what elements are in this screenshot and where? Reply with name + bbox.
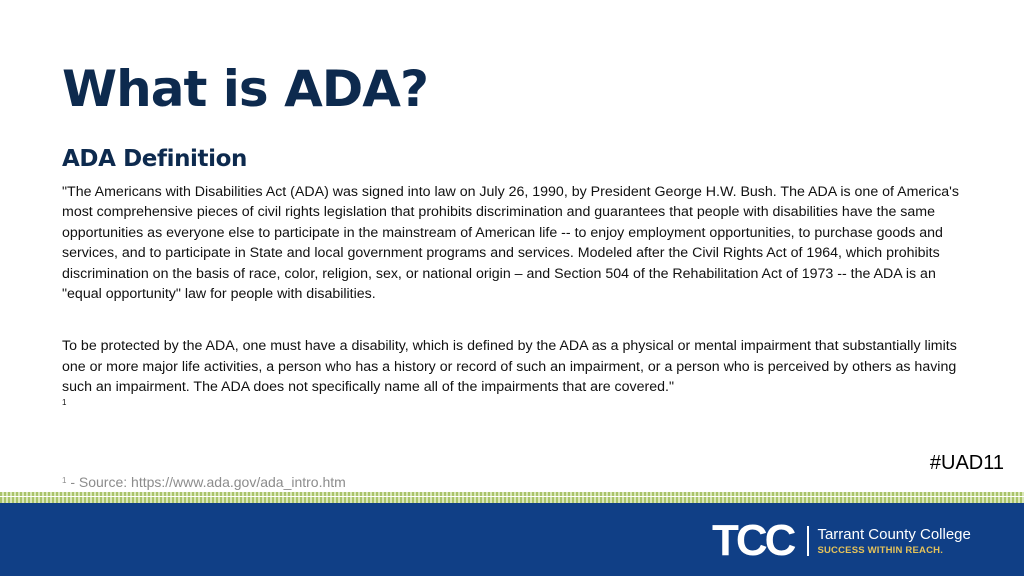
slide-subtitle: ADA Definition xyxy=(62,146,247,172)
college-tagline: SUCCESS WITHIN REACH. xyxy=(817,544,944,556)
source-text: - Source: https://www.ada.gov/ada_intro.htm xyxy=(66,474,346,490)
footnote-marker: 1 xyxy=(62,397,67,407)
slide-title: What is ADA? xyxy=(62,60,429,118)
logo-divider xyxy=(807,526,809,556)
definition-text xyxy=(62,182,967,408)
source-marker: 1 xyxy=(62,476,67,485)
logo-text xyxy=(817,526,970,557)
source-citation xyxy=(62,471,346,492)
hashtag: #UAD11 xyxy=(929,452,1004,474)
paragraph-definition: "The Americans with Disabilities Act (ADA) was signed into law on July 26, 1990, by President George H.W. Bush. The ADA is one of America's most comprehensive pieces of civil rights legislation that prohibits discrimination and guarantees that people with disabilities have the same opportunities as everyone else to participate in the mainstream of American life -- to enjoy employment opportunities, to purchase goods and services, and to participate in State and local government programs and services. Modeled after the Civil Rights Act of 1964, which prohibits discrimination on the basis of race, color, religion, sex, or national origin – and Section 504 of the Rehabilitation Act of 1973 -- the ADA is an "equal opportunity" law for people with disabilities. xyxy=(62,184,959,303)
college-name: Tarrant County College xyxy=(817,525,971,543)
logo-mark: TCC xyxy=(712,516,794,565)
paragraph-protection: To be protected by the ADA, one must have a disability, which is defined by the ADA as a physical or mental impairment that substantially limits one or more major life activities, a person who has a history or record of such an impairment, or a person who is perceived by others as having such an impairment. The ADA does not specifically name all of the impairments that are covered." xyxy=(62,338,957,396)
tcc-logo xyxy=(712,517,971,565)
footer-stripe xyxy=(0,492,1024,503)
